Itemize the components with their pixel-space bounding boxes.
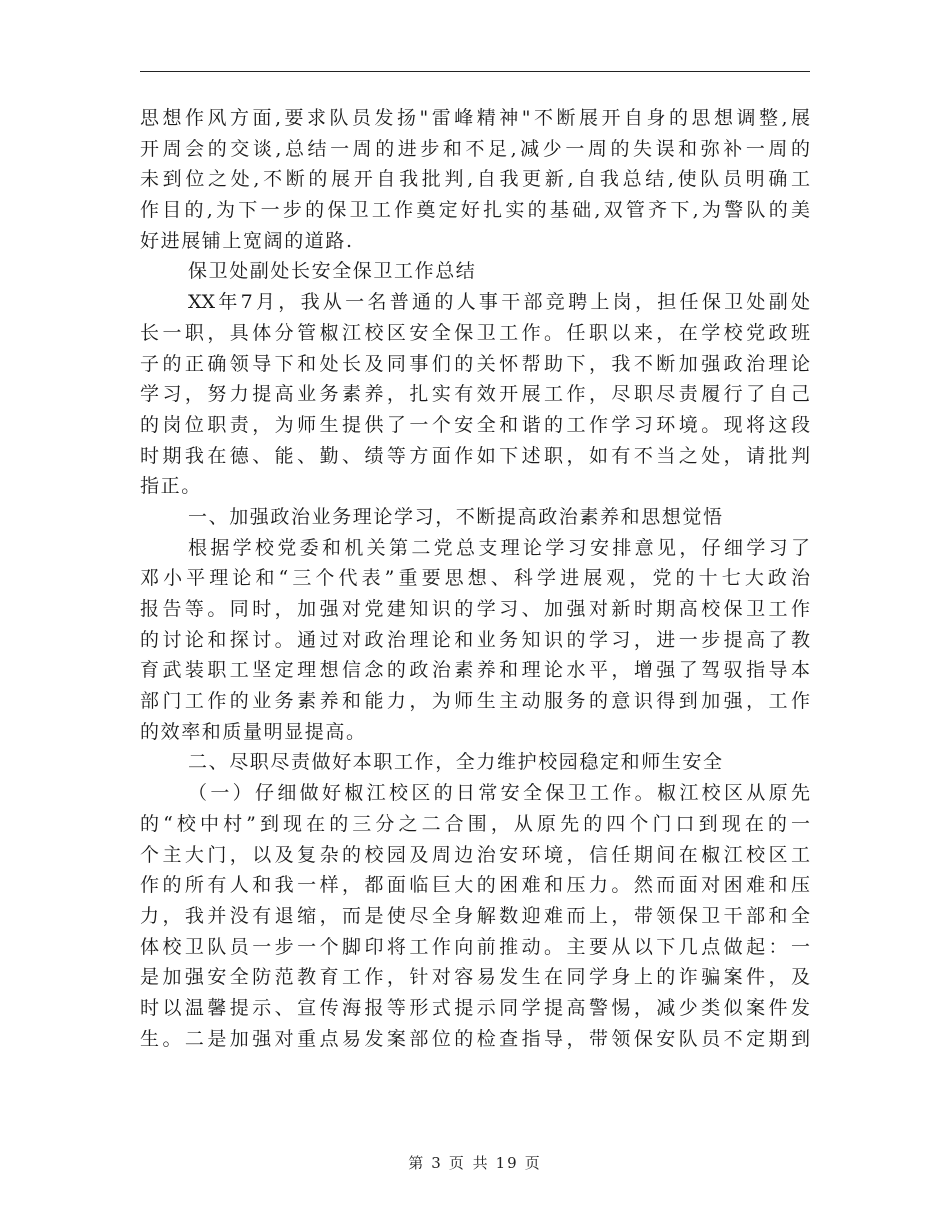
document-body <box>140 103 810 1054</box>
text-line: 报告等。同时，加强对党建知识的学习、加强对新时期高校保卫工作 <box>140 598 810 620</box>
text-line: 作目的,为下一步的保卫工作奠定好扎实的基础,双管齐下,为警队的美 <box>140 199 810 222</box>
text-line: 个主大门，以及复杂的校园及周边治安环境，信任期间在椒江校区工 <box>140 843 810 866</box>
text-line: 保卫处副处长安全保卫工作总结 <box>188 260 477 283</box>
text-line: 的效率和质量明显提高。 <box>140 720 367 743</box>
text-line: XX年7月，我从一名普通的人事干部竞聘上岗，担任保卫处副处 <box>188 291 810 314</box>
text-line: 邓小平理论和“三个代表”重要思想、科学进展观，党的十七大政治 <box>140 567 810 590</box>
current-page-number: 3 <box>431 1154 443 1172</box>
text-line: 的岗位职责，为师生提供了一个安全和谐的工作学习环境。现将这段 <box>140 413 810 436</box>
page-label-prefix: 第 <box>408 1154 426 1172</box>
text-line: 长一职，具体分管椒江校区安全保卫工作。任职以来，在学校党政班 <box>140 321 810 344</box>
text-line: 的“校中村”到现在的三分之二合围，从原先的四个门口到现在的一 <box>140 812 810 835</box>
text-line: 好进展铺上宽阔的道路. <box>140 229 354 252</box>
text-line: 一、加强政治业务理论学习，不断提高政治素养和思想觉悟 <box>188 505 724 528</box>
total-pages-number: 19 <box>495 1154 519 1172</box>
text-line: 部门工作的业务素养和能力，为师生主动服务的意识得到加强，工作 <box>140 690 810 713</box>
text-line: 开周会的交谈,总结一周的进步和不足,减少一周的失误和弥补一周的 <box>140 137 810 160</box>
page-label-suffix: 页 <box>524 1154 542 1172</box>
text-line: 时期我在德、能、勤、绩等方面作如下述职，如有不当之处，请批判 <box>140 444 810 467</box>
text-line: 力，我并没有退缩，而是使尽全身解数迎难而上，带领保卫干部和全 <box>140 904 810 927</box>
text-line: 体校卫队员一步一个脚印将工作向前推动。主要从以下几点做起：一 <box>140 935 810 958</box>
text-line: 未到位之处,不断的展开自我批判,自我更新,自我总结,使队员明确工 <box>140 168 810 191</box>
text-line: 学习，努力提高业务素养，扎实有效开展工作，尽职尽责履行了自己 <box>140 383 810 406</box>
text-line: 育武装职工坚定理想信念的政治素养和理论水平，增强了驾驭指导本 <box>140 659 810 682</box>
text-line: 思想作风方面,要求队员发扬"雷峰精神"不断展开自身的思想调整,展 <box>140 107 810 129</box>
text-line: 时以温馨提示、宣传海报等形式提示同学提高警惕，减少类似案件发 <box>140 996 810 1019</box>
text-line: 子的正确领导下和处长及同事们的关怀帮助下，我不断加强政治理论 <box>140 352 810 375</box>
text-line: 二、尽职尽责做好本职工作，全力维护校园稳定和师生安全 <box>188 751 724 774</box>
text-line: 指正。 <box>140 475 202 498</box>
page-footer <box>0 1152 950 1173</box>
text-line: 是加强安全防范教育工作，针对容易发生在同学身上的诈骗案件，及 <box>140 966 810 989</box>
text-line: （一）仔细做好椒江校区的日常安全保卫工作。椒江校区从原先 <box>188 782 810 805</box>
header-rule <box>140 71 810 72</box>
text-line: 根据学校党委和机关第二党总支理论学习安排意见，仔细学习了 <box>188 536 810 559</box>
text-line: 生。二是加强对重点易发案部位的检查指导，带领保安队员不定期到 <box>140 1027 810 1050</box>
page-label-mid: 页 共 <box>448 1154 490 1172</box>
text-line: 作的所有人和我一样，都面临巨大的困难和压力。然而面对困难和压 <box>140 874 810 897</box>
text-line: 的讨论和探讨。通过对政治理论和业务知识的学习，进一步提高了教 <box>140 628 810 651</box>
